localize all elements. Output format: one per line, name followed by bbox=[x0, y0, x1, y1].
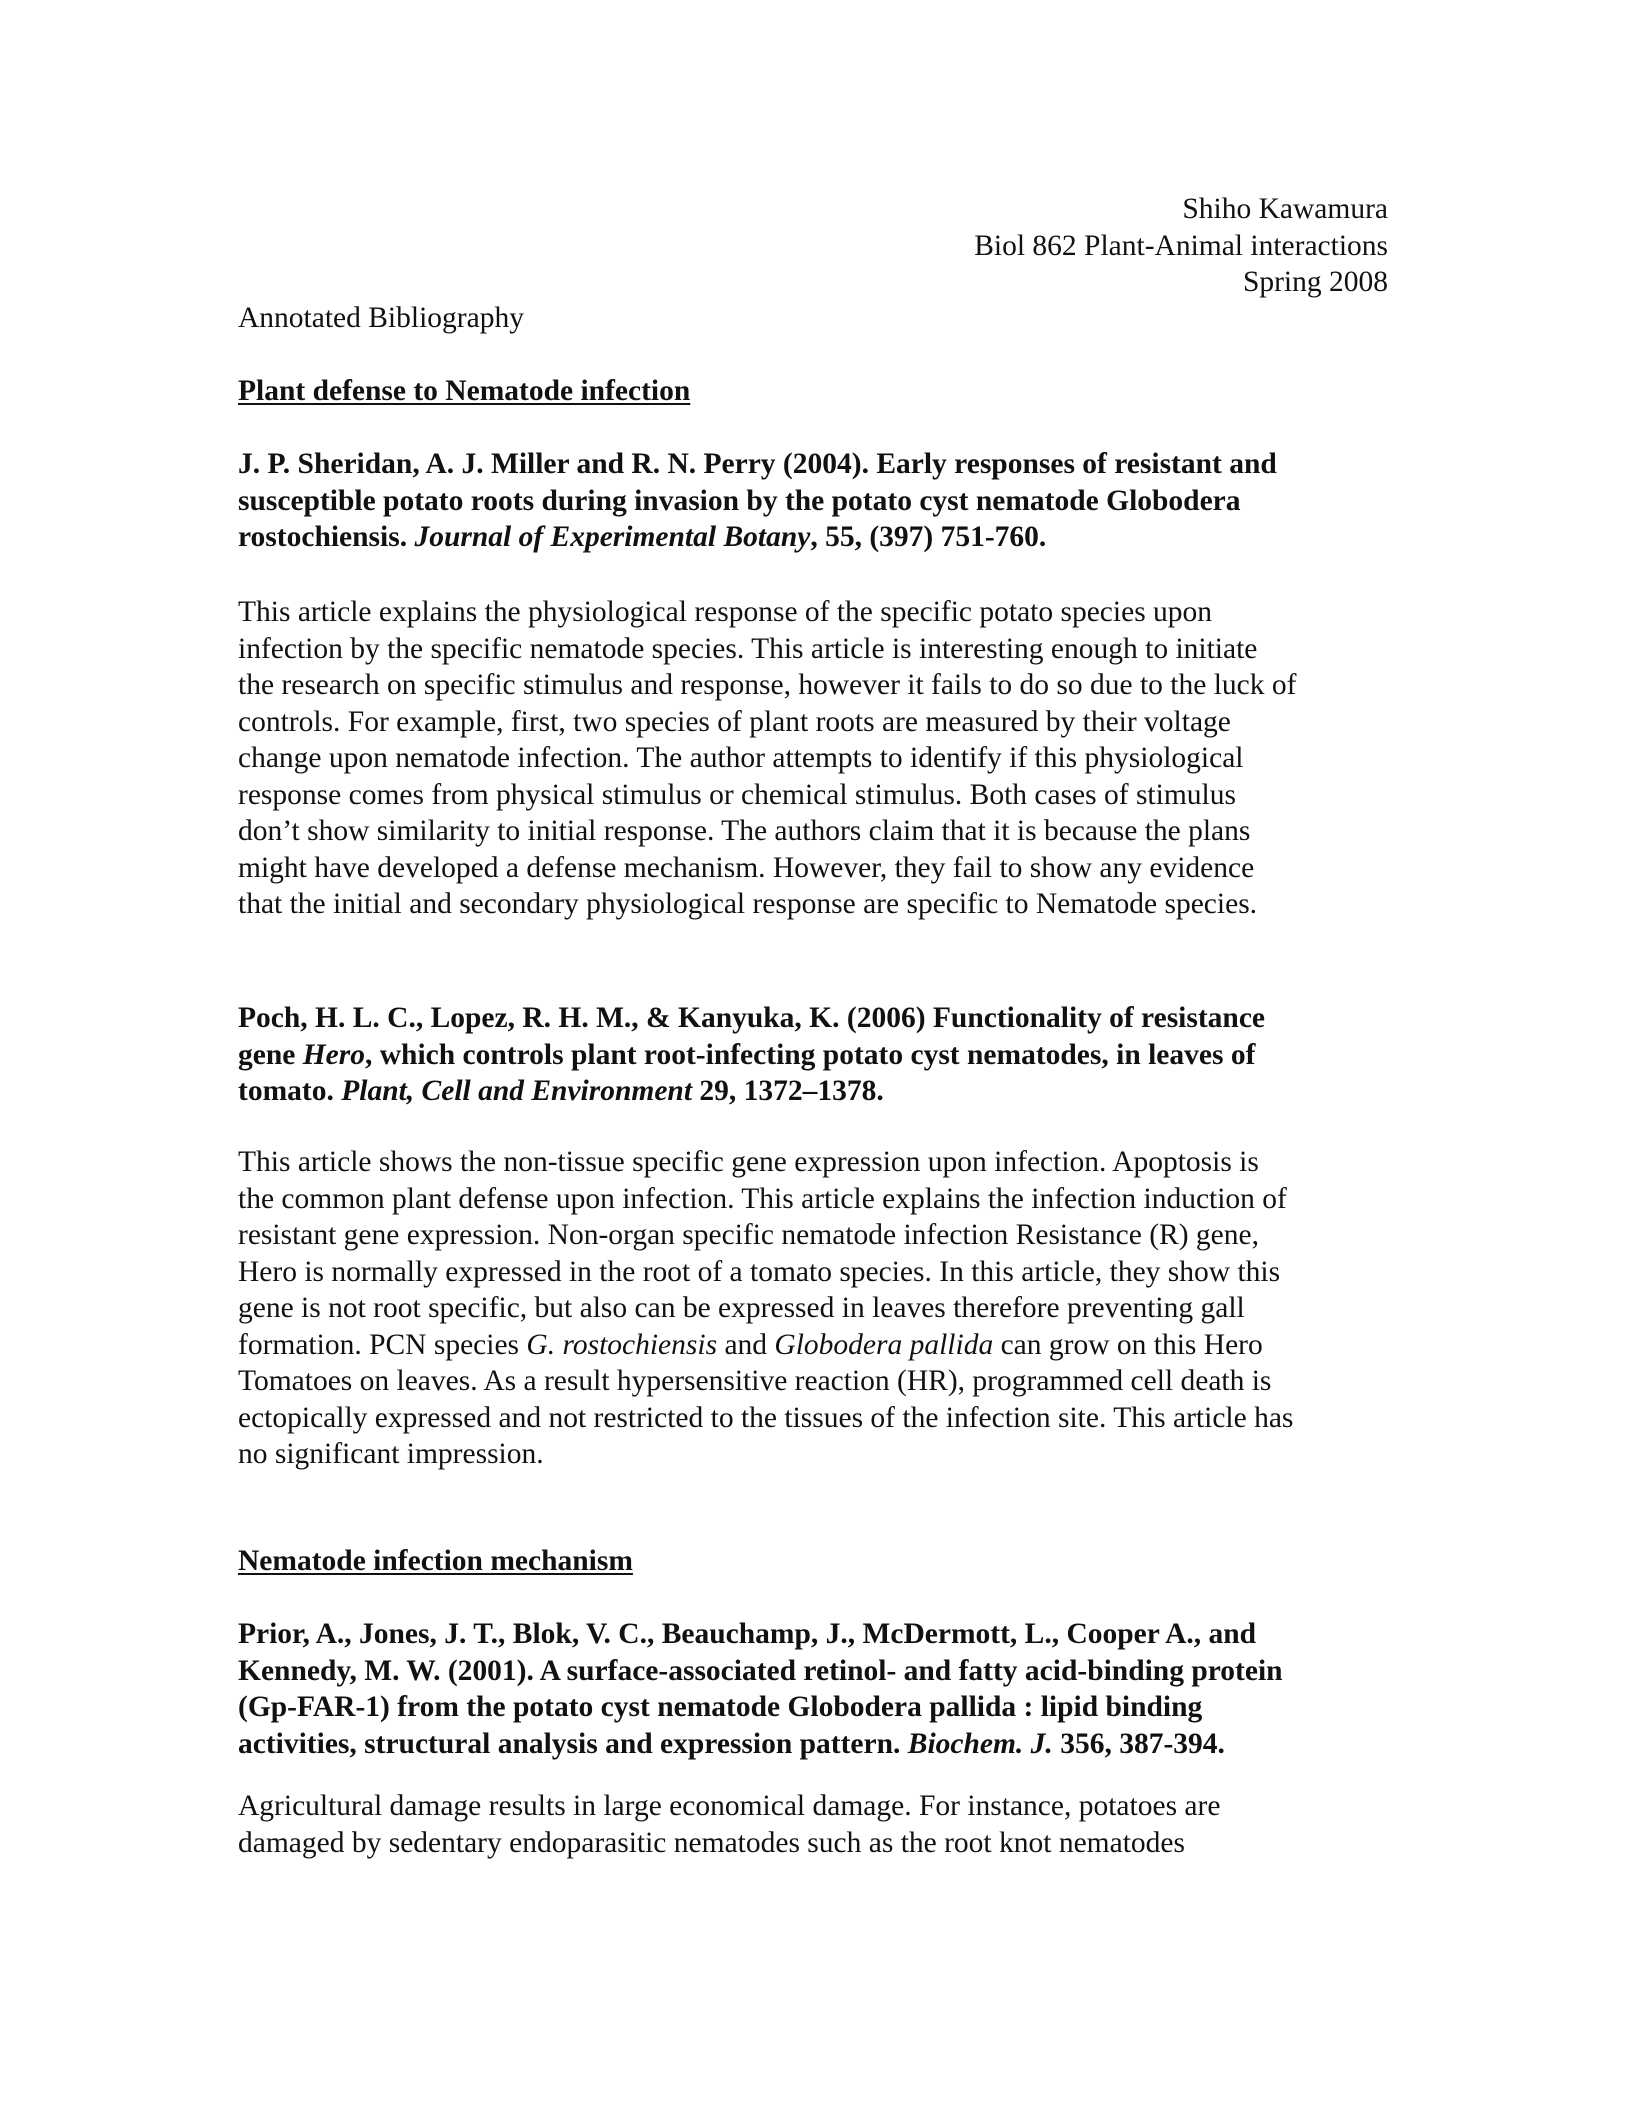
citation-text: , which controls plant root-infecting potato cyst nematodes, in leaves of bbox=[365, 1038, 1256, 1071]
annotation-line: Tomatoes on leaves. As a result hypersensitive reaction (HR), programmed cell death is bbox=[238, 1365, 1272, 1397]
citation-line bbox=[238, 1037, 1388, 1074]
annotation-line: change upon nematode infection. The author attempts to identify if this physiological bbox=[238, 742, 1244, 774]
document-page bbox=[238, 0, 1388, 2120]
annotation-line: might have developed a defense mechanism. However, they fail to show any evidence bbox=[238, 851, 1255, 884]
citation-text: rostochiensis. bbox=[238, 521, 415, 553]
citation-line bbox=[238, 1073, 1388, 1110]
annotation-line: no significant impression. bbox=[238, 1438, 544, 1470]
section-heading-infection-mechanism: Nematode infection mechanism bbox=[238, 1545, 633, 1577]
citation-text: tomato. bbox=[238, 1075, 342, 1107]
annotation-line bbox=[238, 1327, 1388, 1364]
citation-line: Kennedy, M. W. (2001). A surface-associated retinol- and fatty acid-binding protein bbox=[238, 1654, 1283, 1687]
annotation-poch bbox=[238, 1144, 1388, 1473]
section-heading-plant-defense: Plant defense to Nematode infection bbox=[238, 375, 691, 407]
annotation-text: formation. PCN species bbox=[238, 1328, 527, 1361]
gene-name: Hero bbox=[302, 1038, 365, 1071]
annotation-line: ectopically expressed and not restricted to the tissues of the infection site. This article has bbox=[238, 1401, 1294, 1434]
citation-text: 29, 1372–1378. bbox=[692, 1075, 884, 1107]
annotation-line: damaged by sedentary endoparasitic nematodes such as the root knot nematodes bbox=[238, 1826, 1185, 1859]
annotation-line: infection by the specific nematode species. This article is interesting enough to initiate bbox=[238, 632, 1258, 665]
annotation-line: the common plant defense upon infection. This article explains the infection induction of bbox=[238, 1182, 1287, 1215]
annotation-text: can grow on this Hero bbox=[993, 1328, 1263, 1361]
annotation-line: gene is not root specific, but also can be expressed in leaves therefore preventing gall bbox=[238, 1292, 1245, 1324]
citation-line: J. P. Sheridan, A. J. Miller and R. N. Perry (2004). Early responses of resistant and bbox=[238, 448, 1277, 480]
citation-prior bbox=[238, 1616, 1388, 1762]
course-name: Biol 862 Plant-Animal interactions bbox=[974, 229, 1388, 262]
annotation-prior bbox=[238, 1788, 1388, 1861]
annotation-line: the research on specific stimulus and response, however it fails to do so due to the luck of bbox=[238, 669, 1297, 701]
annotation-line: that the initial and secondary physiological response are specific to Nematode species. bbox=[238, 888, 1258, 920]
author-name: Shiho Kawamura bbox=[1182, 193, 1388, 225]
annotation-line: controls. For example, first, two species of plant roots are measured by their voltage bbox=[238, 705, 1231, 738]
citation-text: gene bbox=[238, 1038, 303, 1071]
citation-line: susceptible potato roots during invasion by the potato cyst nematode Globodera bbox=[238, 484, 1241, 517]
citation-line: (Gp-FAR-1) from the potato cyst nematode Globodera pallida : lipid binding bbox=[238, 1691, 1203, 1723]
citation-line bbox=[238, 519, 1388, 556]
citation-line: Poch, H. L. C., Lopez, R. H. M., & Kanyuka, K. (2006) Functionality of resistance bbox=[238, 1002, 1266, 1034]
citation-line bbox=[238, 1726, 1388, 1763]
annotation-line: don’t show similarity to initial response. The authors claim that it is because the plans bbox=[238, 815, 1251, 847]
journal-name: Journal of Experimental Botany bbox=[414, 521, 811, 553]
citation-line: Prior, A., Jones, J. T., Blok, V. C., Beauchamp, J., McDermott, L., Cooper A., and bbox=[238, 1618, 1257, 1650]
species-name: G. rostochiensis bbox=[526, 1328, 718, 1361]
annotation-line: This article shows the non-tissue specific gene expression upon infection. Apoptosis is bbox=[238, 1146, 1259, 1178]
citation-text: 356, 387-394. bbox=[1052, 1727, 1225, 1760]
header-block bbox=[974, 191, 1388, 301]
citation-poch bbox=[238, 1000, 1388, 1110]
species-name: Globodera pallida bbox=[774, 1328, 994, 1361]
annotation-text: and bbox=[717, 1328, 775, 1361]
annotation-sheridan bbox=[238, 594, 1388, 923]
citation-text: , 55, (397) 751-760. bbox=[810, 521, 1047, 553]
citation-text: activities, structural analysis and expression pattern. bbox=[238, 1727, 908, 1760]
annotation-line: response comes from physical stimulus or chemical stimulus. Both cases of stimulus bbox=[238, 778, 1236, 811]
journal-name: Plant, Cell and Environment bbox=[341, 1075, 693, 1107]
document-title: Annotated Bibliography bbox=[238, 302, 524, 334]
term: Spring 2008 bbox=[1242, 266, 1388, 298]
annotation-line: This article explains the physiological response of the specific potato species upon bbox=[238, 596, 1213, 628]
annotation-line: Agricultural damage results in large economical damage. For instance, potatoes are bbox=[238, 1790, 1221, 1822]
journal-name: Biochem. J. bbox=[907, 1727, 1053, 1760]
citation-sheridan bbox=[238, 446, 1388, 556]
annotation-line: resistant gene expression. Non-organ specific nematode infection Resistance (R) gene, bbox=[238, 1219, 1259, 1251]
annotation-line: Hero is normally expressed in the root of a tomato species. In this article, they show this bbox=[238, 1255, 1281, 1288]
